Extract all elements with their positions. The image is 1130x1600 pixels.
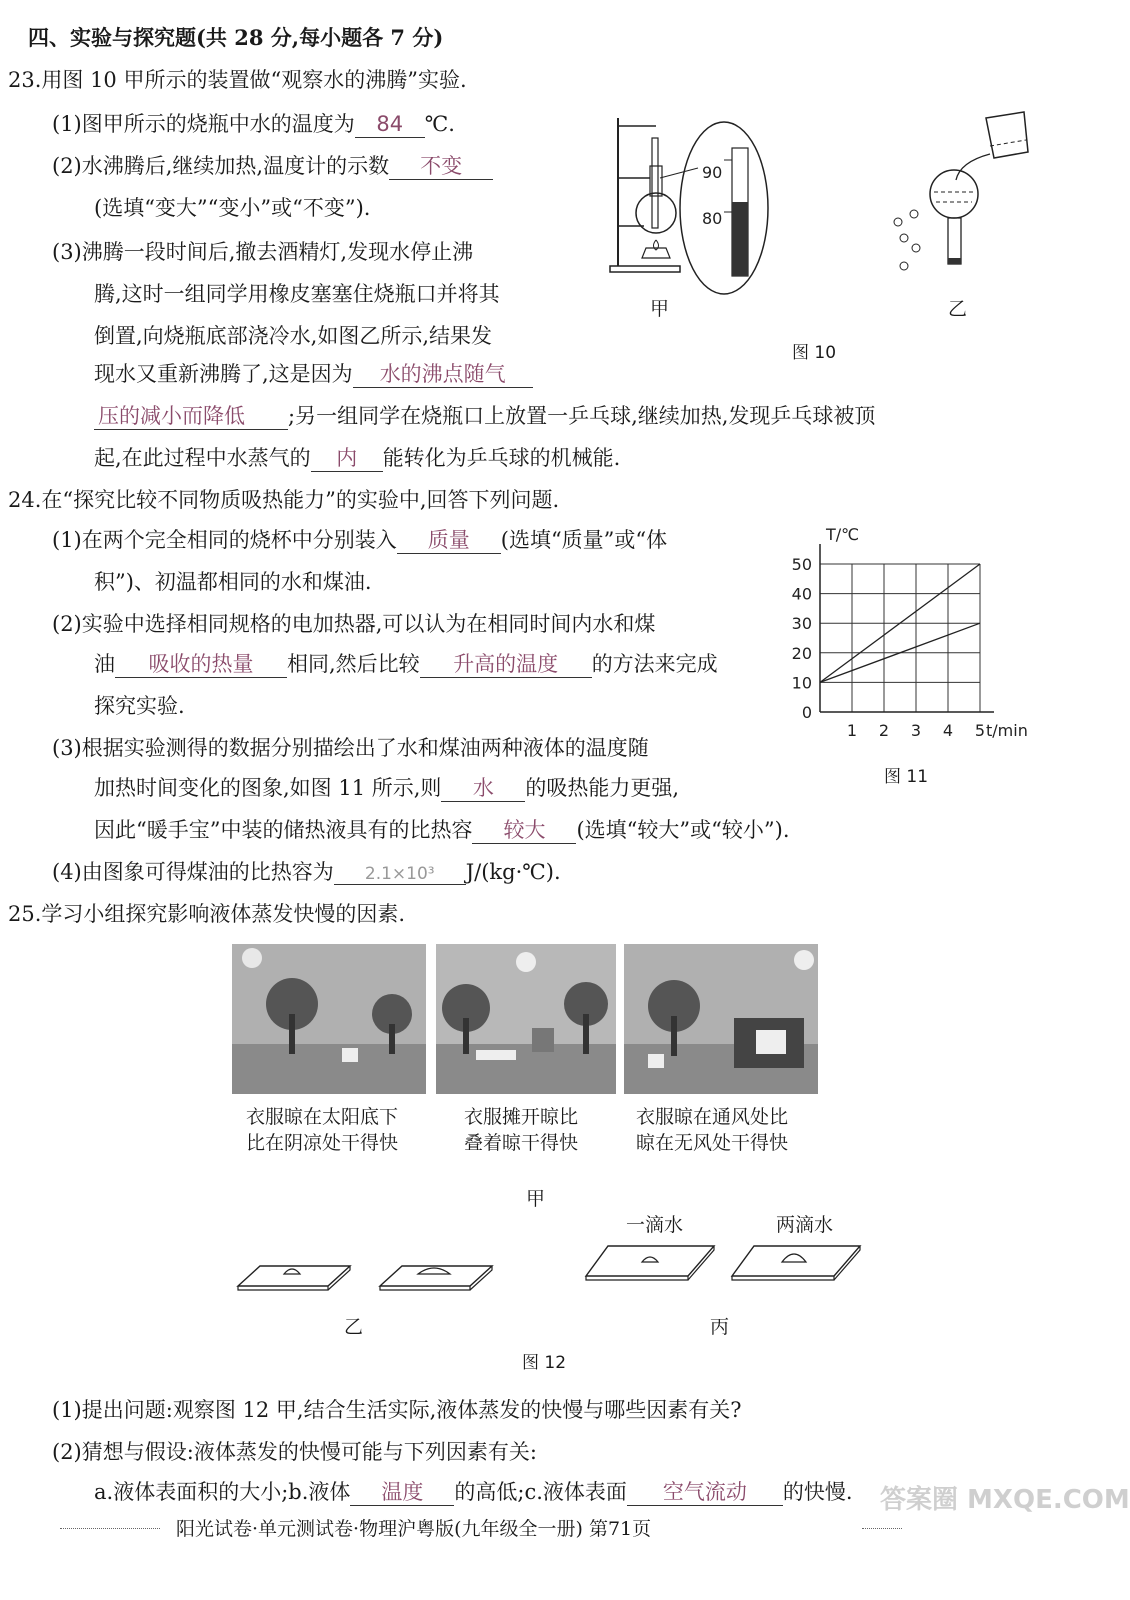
- q24-part1-line2: 积”)、初温都相同的水和煤油.: [94, 570, 372, 594]
- q23-part1: (1)图甲所示的烧瓶中水的温度为 84 ℃.: [52, 108, 455, 138]
- q25-part2a: a.液体表面积的大小;b.液体 温度 的高低;c.液体表面 空气流动 的快慢.: [94, 1476, 853, 1506]
- chart-xlabel: t/min: [986, 721, 1028, 740]
- answer-blank: 84: [355, 112, 425, 138]
- q24-part3-line1: (3)根据实验测得的数据分别描绘出了水和煤油两种液体的温度随: [52, 736, 649, 760]
- answer-blank: 不变: [389, 154, 493, 180]
- drop-two-label: 两滴水: [776, 1214, 834, 1236]
- q24-stem: 24.在“探究比较不同物质吸热能力”的实验中,回答下列问题.: [8, 488, 560, 512]
- q23-part3-line5: 压的减小而降低 ;另一组同学在烧瓶口上放置一乒乓球,继续加热,发现乒乓球被顶: [94, 400, 875, 430]
- photo1-caption-line1: 衣服晾在太阳底下: [246, 1106, 399, 1128]
- y-tick-label: 20: [791, 643, 812, 663]
- photo-wind-vs-still: [624, 944, 818, 1094]
- x-tick-label: 4: [942, 721, 954, 740]
- q24-part1: (1)在两个完全相同的烧杯中分别装入 质量 (选填“质量”或“体: [52, 524, 667, 554]
- answer-blank: 压的减小而降低: [94, 404, 288, 430]
- answer-blank: 吸收的热量: [115, 652, 287, 678]
- y-tick-label: 40: [791, 584, 812, 604]
- fig10-caption: 图 10: [792, 343, 837, 363]
- photo2-caption-line1: 衣服摊开晾比: [464, 1106, 579, 1128]
- photo2-caption-line2: 叠着晾干得快: [464, 1132, 579, 1154]
- fig12-label-yi: 乙: [344, 1316, 364, 1338]
- footer-text: 阳光试卷·单元测试卷·物理沪粤版(九年级全一册) 第71页: [176, 1518, 652, 1540]
- answer-blank: 内: [311, 446, 383, 472]
- q23-part2: (2)水沸腾后,继续加热,温度计的示数 不变: [52, 150, 493, 180]
- q23-part2-line2: (选填“变大”“变小”或“不变”).: [94, 196, 371, 220]
- q24-part3-line3: 因此“暖手宝”中装的储热液具有的比热容 较大 (选填“较大”或“较小”).: [94, 814, 790, 844]
- q25-stem: 25.学习小组探究影响液体蒸发快慢的因素.: [8, 902, 406, 926]
- q23-part3-line2: 腾,这时一组同学用橡皮塞塞住烧瓶口并将其: [94, 282, 500, 306]
- answer-blank: 水的沸点随气: [353, 362, 533, 388]
- footer-rule-left: [60, 1528, 160, 1529]
- x-tick-label: 2: [878, 721, 890, 740]
- q24-part2-line2: 油 吸收的热量 相同,然后比较 升高的温度 的方法来完成: [94, 648, 718, 678]
- y-tick-label: 50: [791, 555, 812, 574]
- q24-part3-line2: 加热时间变化的图象,如图 11 所示,则 水 的吸热能力更强,: [94, 772, 679, 802]
- answer-blank: 温度: [350, 1480, 454, 1506]
- photo-spread-vs-folded: [436, 944, 616, 1094]
- thermo-90-label: 90: [702, 163, 723, 182]
- figure-10-apparatus: [604, 108, 1044, 360]
- x-tick-label: 5: [974, 721, 986, 740]
- figure-12-plates: [230, 1200, 870, 1320]
- answer-blank: 升高的温度: [420, 652, 592, 678]
- q24-part2-line1: (2)实验中选择相同规格的电加热器,可以认为在相同时间内水和煤: [52, 612, 656, 636]
- q23-part3-line3: 倒置,向烧瓶底部浇冷水,如图乙所示,结果发: [94, 324, 493, 348]
- fig12-label-jia: 甲: [526, 1188, 546, 1210]
- fig10-label-jia: 甲: [650, 298, 670, 320]
- fig10-label-yi: 乙: [948, 298, 968, 320]
- x-tick-label: 1: [846, 721, 858, 740]
- answer-blank: 水: [441, 776, 525, 802]
- answer-blank: 质量: [397, 528, 501, 554]
- q23-part3-line1: (3)沸腾一段时间后,撤去酒精灯,发现水停止沸: [52, 240, 474, 264]
- photo-sun-vs-shade: [232, 944, 426, 1094]
- q24-part4: (4)由图象可得煤油的比热容为 2.1×10³ J/(kg·℃).: [52, 860, 561, 884]
- q23-stem: 23.用图 10 甲所示的装置做“观察水的沸腾”实验.: [8, 68, 467, 92]
- figure-11-chart: [790, 518, 1040, 750]
- q25-part2: (2)猜想与假设:液体蒸发的快慢可能与下列因素有关:: [52, 1440, 537, 1464]
- y-tick-label: 10: [791, 673, 812, 693]
- y-tick-label: 30: [791, 614, 812, 634]
- x-tick-label: 3: [910, 721, 922, 740]
- answer-blank: 空气流动: [627, 1480, 783, 1506]
- watermark-logo: 答案圈 MXQE.COM: [880, 1485, 1130, 1515]
- drop-one-label: 一滴水: [626, 1214, 684, 1236]
- fig12-caption: 图 12: [522, 1353, 567, 1373]
- answer-blank: 较大: [472, 818, 576, 844]
- photo3-caption-line2: 晾在无风处干得快: [636, 1132, 789, 1154]
- photo1-caption-line2: 比在阴凉处干得快: [246, 1132, 399, 1154]
- thermo-80-label: 80: [702, 209, 723, 228]
- chart-ylabel: T/℃: [826, 525, 860, 544]
- fig12-label-bing: 丙: [710, 1316, 730, 1338]
- q24-part2-line3: 探究实验.: [94, 694, 185, 718]
- q25-part1: (1)提出问题:观察图 12 甲,结合生活实际,液体蒸发的快慢与哪些因素有关?: [52, 1398, 742, 1422]
- y-tick-label: 0: [801, 703, 812, 722]
- fig11-caption: 图 11: [884, 767, 929, 787]
- answer-blank: 2.1×10³: [334, 864, 466, 885]
- photo3-caption-line1: 衣服晾在通风处比: [636, 1106, 789, 1128]
- section-title: 四、实验与探究题(共 28 分,每小题各 7 分): [28, 25, 444, 50]
- q23-part3-line6: 起,在此过程中水蒸气的 内 能转化为乒乓球的机械能.: [94, 442, 620, 472]
- q23-part3-line4: 现水又重新沸腾了,这是因为 水的沸点随气: [94, 358, 533, 388]
